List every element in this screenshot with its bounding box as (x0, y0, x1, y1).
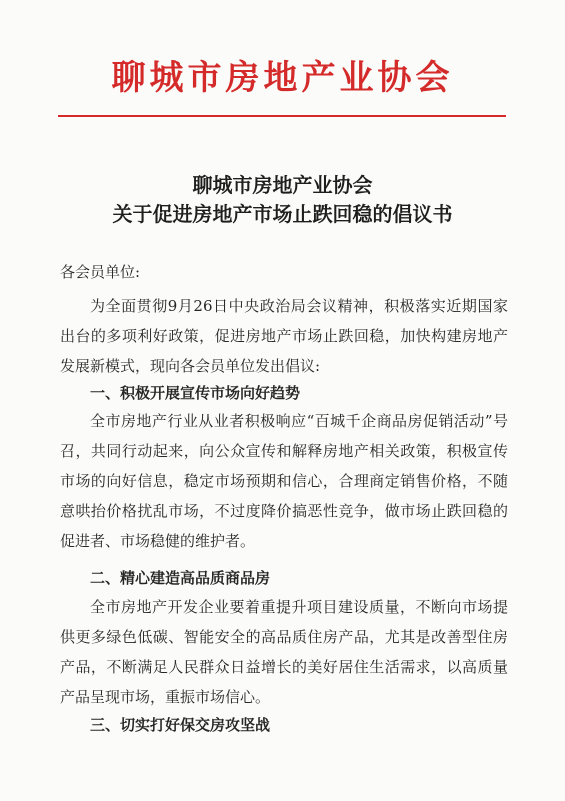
salutation: 各会员单位: (60, 263, 141, 281)
letterhead-org-name: 聊城市房地产业协会 (111, 58, 454, 98)
letterhead-red-rule (58, 115, 506, 117)
document-title-line1: 聊城市房地产业协会 (192, 173, 373, 197)
section-1-body: 全市房地产行业从业者积极响应“百城千企商品房促销活动”号召，共同行动起来，向公众宣传和解释房地产相关政策，积极宣传市场的向好信息，稳定市场预期和信心，合理商定销售价格，不随意哄抬价格扰乱市场，不过度降价搞恶性竞争，做市场止跌回稳的促进者、市场稳健的维护者。 (60, 412, 508, 550)
intro-paragraph: 为全面贯彻9月26日中央政治局会议精神，积极落实近期国家出台的多项利好政策，促进房地产市场止跌回稳，加快构建房地产发展新模式，现向各会员单位发出倡议: (60, 297, 508, 375)
section-2-heading: 二、精心建造高品质商品房 (90, 569, 271, 587)
section-3-heading: 三、切实打好保交房攻坚战 (90, 716, 271, 734)
section-2-body: 全市房地产开发企业要着重提升项目建设质量，不断向市场提供更多绿色低碳、智能安全的高品质住房产品，尤其是改善型住房产品，不断满足人民群众日益增长的美好居住生活需求，以高质量产品呈现市场，重振市场信心。 (60, 598, 508, 706)
document-title-line2: 关于促进房地产市场止跌回稳的倡议书 (112, 202, 453, 226)
section-1-heading: 一、积极开展宣传市场向好趋势 (90, 384, 301, 402)
